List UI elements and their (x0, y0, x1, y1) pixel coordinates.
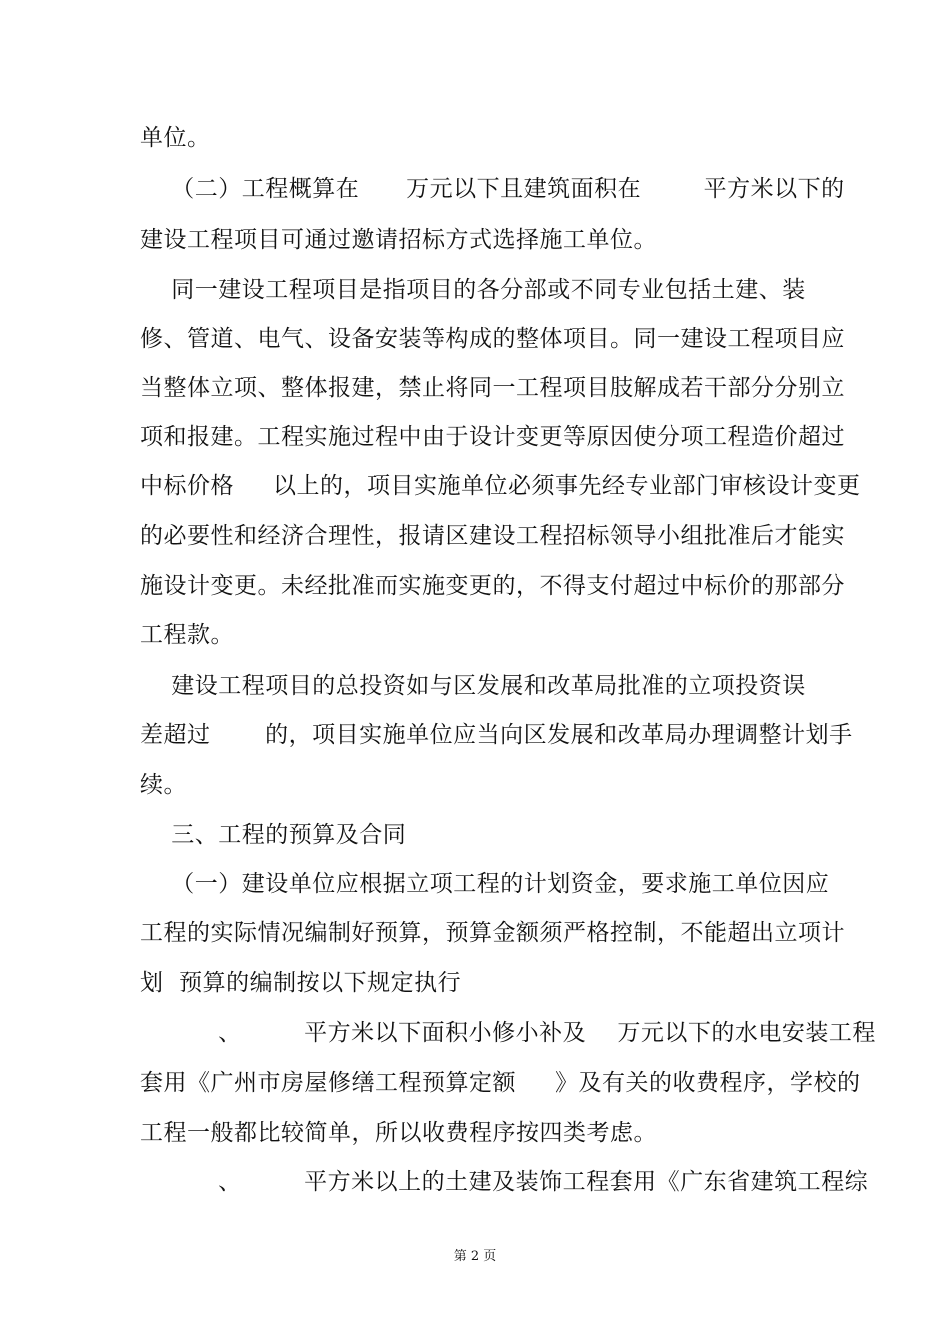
text-line: 、 平方米以下面积小修小补及 万元以下的水电安装工程 (140, 1020, 876, 1046)
text-line: 施设计变更。未经批准而实施变更的，不得支付超过中标价的那部分 (140, 573, 845, 599)
text-line: 工程的实际情况编制好预算，预算金额须严格控制，不能超出立项计 (140, 920, 845, 946)
text-line: 套用《广州市房屋修缮工程预算定额 》及有关的收费程序，学校的 (140, 1070, 861, 1096)
text-line: 建设工程项目的总投资如与区发展和改革局批准的立项投资误 (140, 673, 806, 699)
text-line: 单位。 (140, 125, 211, 151)
text-line: 差超过 的，项目实施单位应当向区发展和改革局办理调整计划手 (140, 722, 853, 748)
text-line: 项和报建。工程实施过程中由于设计变更等原因使分项工程造价超过 (140, 424, 845, 450)
text-line: 建设工程项目可通过邀请招标方式选择施工单位。 (140, 227, 657, 253)
text-line: 中标价格 以上的，项目实施单位必须事先经专业部门审核设计变更 (140, 473, 861, 499)
section-heading: 三、工程的预算及合同 (140, 822, 407, 848)
text-line: 同一建设工程项目是指项目的各分部或不同专业包括土建、装 (140, 277, 806, 303)
text-line: 工程款。 (140, 622, 234, 648)
text-line: 的必要性和经济合理性，报请区建设工程招标领导小组批准后才能实 (140, 523, 845, 549)
text-line: 划 预算的编制按以下规定执行 (140, 970, 462, 996)
text-line: （二）工程概算在 万元以下且建筑面积在 平方米以下的 (140, 176, 845, 202)
text-line: （一）建设单位应根据立项工程的计划资金，要求施工单位因应 (140, 871, 830, 897)
page-number: 第 2 页 (453, 1249, 497, 1264)
text-line: 工程一般都比较简单，所以收费程序按四类考虑。 (140, 1120, 657, 1146)
text-line: 、 平方米以上的土建及装饰工程套用《广东省建筑工程综 (140, 1169, 869, 1195)
text-line: 续。 (140, 772, 187, 798)
text-line: 修、管道、电气、设备安装等构成的整体项目。同一建设工程项目应 (140, 326, 845, 352)
text-line: 当整体立项、整体报建，禁止将同一工程项目肢解成若干部分分别立 (140, 375, 845, 401)
